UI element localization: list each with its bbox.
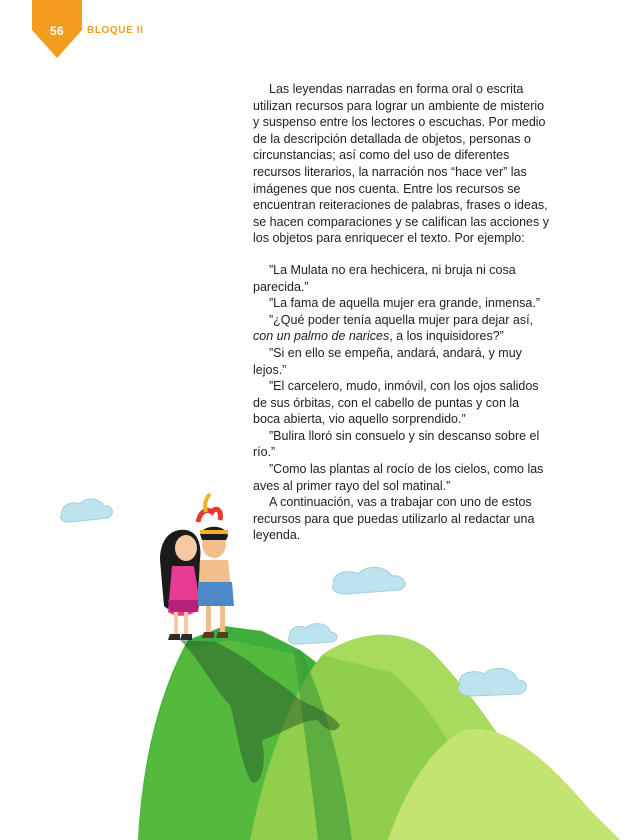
example-quote: ”La fama de aquella mujer era grande, inmensa.”	[269, 296, 540, 311]
section-label: BLOQUE II	[87, 25, 144, 36]
examples-list	[253, 262, 549, 494]
example-quote	[253, 312, 549, 345]
example-quote-italic: con un palmo de narices	[253, 329, 390, 344]
body-text	[253, 81, 549, 544]
cloud-icon	[459, 668, 527, 696]
example-quote: ”Bulira lloró sin consuelo y sin descanso sobre el río.”	[253, 428, 540, 460]
example-quote: ”Si en ello se empeña, andará, andará, y muy lejos.”	[253, 345, 522, 377]
cloud-icon	[60, 499, 112, 522]
example-quote: ”El carcelero, mudo, inmóvil, con los ojos salidos de sus órbitas, con el cabello de puntas y con la boca abierta, vio aquello sorprendido.”	[253, 379, 539, 427]
example-quote-before: ”¿Qué poder tenía aquella mujer para dejar así,	[269, 312, 534, 327]
example-quote-after: , a los inquisidores?”	[389, 329, 504, 344]
couple-figures-icon	[160, 494, 234, 640]
closing-paragraph: A continuación, vas a trabajar con uno de estos recursos para que puedas utilizarlo al redactar una leyenda.	[253, 495, 535, 543]
cloud-icon	[333, 567, 406, 594]
intro-paragraph: Las leyendas narradas en forma oral o escrita utilizan recursos para lograr un ambiente de misterio y suspenso entre los lectores o escuchas. Por medio de la descripción detallada de objetos, personas o circunstancias; así como del uso de diferentes recursos literarios, la narración nos “hace ver” las imágenes que nos cuenta. Entre los recursos se encuentran reiteraciones de palabras, frases o ideas, se hacen comparaciones y se califican las acciones y los objetos para enriquecer el texto. Por ejemplo:	[253, 82, 549, 246]
example-quote: ”La Mulata no era hechicera, ni bruja ni cosa parecida.”	[253, 262, 516, 294]
cloud-icon	[288, 624, 337, 644]
example-quote: ”Como las plantas al rocío de los cielos, como las aves al primer rayo del sol matinal.”	[253, 462, 544, 493]
page-number: 56	[50, 24, 64, 38]
